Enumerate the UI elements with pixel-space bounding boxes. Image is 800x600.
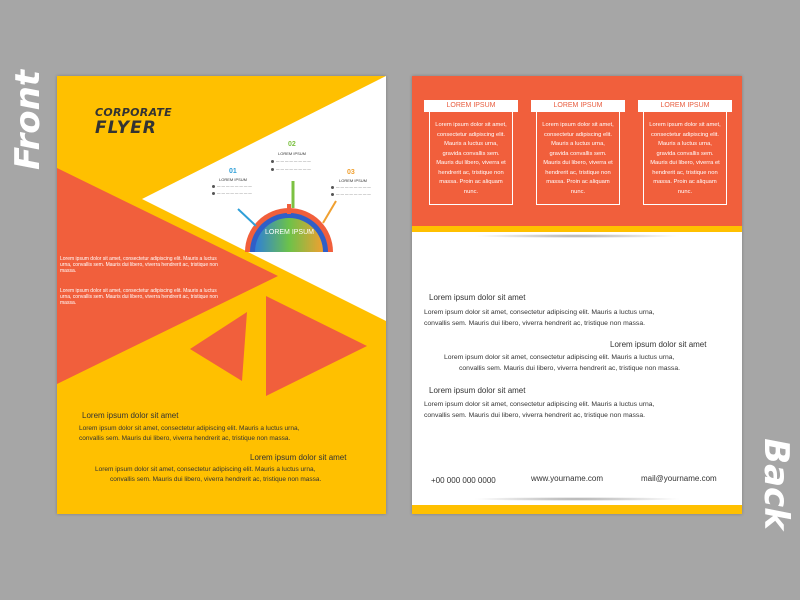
- back-heading-3: Lorem ipsum dolor sit amet: [429, 386, 526, 395]
- step-01-label: LOREM IPSUM: [219, 177, 248, 182]
- back-heading-1: Lorem ipsum dolor sit amet: [429, 293, 526, 302]
- corporate-title: CORPORATE: [95, 106, 172, 119]
- back-heading-2: Lorem ipsum dolor sit amet: [610, 340, 707, 349]
- email-link[interactable]: mail@yourname.com: [641, 474, 717, 483]
- back-label: Back: [756, 438, 796, 530]
- back-bottom-yellow-strip: [412, 505, 742, 514]
- info-box-1: [429, 103, 513, 205]
- flyer-title: FLYER: [95, 118, 157, 138]
- front-heading-2: Lorem ipsum dolor sit amet: [250, 453, 347, 462]
- orange-block-text-1: Lorem ipsum dolor sit amet, consectetur adipiscing elit. Mauris a luctus urna, convallis sem. Mauris dui libero, viverra hendrerit ac, tristique non massa.: [60, 256, 218, 274]
- front-para-2-line-1: Lorem ipsum dolor sit amet, consectetur adipiscing elit. Mauris a luctus urna,: [95, 466, 316, 473]
- info-box-1-text: Lorem ipsum dolor sit amet, consectetur adipiscing elit. Mauris a luctus urna, gravida convallis sem. Mauris dui libero, viverra et hendrerit ac, tristique non massa. Proin ac aliquam nunc.: [435, 122, 507, 195]
- bottom-shadow: [472, 497, 682, 501]
- back-para-2-line-2: convallis sem. Mauris dui libero, viverra hendrerit ac, tristique non massa.: [459, 365, 680, 372]
- info-box-2: [536, 103, 620, 205]
- website-link[interactable]: www.yourname.com: [531, 474, 604, 483]
- info-box-2-header: [531, 100, 625, 112]
- front-heading-1: Lorem ipsum dolor sit amet: [82, 411, 179, 420]
- step-02-label: LOREM IPSUM: [278, 151, 307, 156]
- step-02-line-2: — — — — — — — —: [271, 167, 311, 171]
- step-03-line-2: — — — — — — — —: [331, 192, 371, 196]
- info-box-2-text: Lorem ipsum dolor sit amet, consectetur adipiscing elit. Mauris a luctus urna, gravida convallis sem. Mauris dui libero, viverra et hendrerit ac, tristique non massa. Proin ac aliquam nunc.: [542, 122, 614, 195]
- info-box-2-title: LOREM IPSUM: [553, 102, 603, 109]
- front-para-2-line-2: convallis sem. Mauris dui libero, viverra hendrerit ac, tristique non massa.: [110, 476, 322, 483]
- infographic-center-label: LOREM IPSUM: [264, 229, 314, 236]
- step-01-line-1: — — — — — — — —: [212, 184, 252, 188]
- front-para-1-line-2: convallis sem. Mauris dui libero, viverra hendrerit ac, tristique non massa.: [79, 435, 291, 442]
- orange-block-text-2: Lorem ipsum dolor sit amet, consectetur adipiscing elit. Mauris a luctus urna, convallis sem. Mauris dui libero, viverra hendrerit ac, tristique non massa.: [60, 288, 218, 306]
- step-03-line-1: — — — — — — — —: [331, 185, 371, 189]
- info-box-1-title: LOREM IPSUM: [446, 102, 496, 109]
- info-box-3-header: [638, 100, 732, 112]
- back-para-3-line-2: convallis sem. Mauris dui libero, viverra hendrerit ac, tristique non massa.: [424, 412, 645, 419]
- front-para-1-line-1: Lorem ipsum dolor sit amet, consectetur adipiscing elit. Mauris a luctus urna,: [79, 425, 300, 432]
- info-box-3-title: LOREM IPSUM: [660, 102, 710, 109]
- back-page: [412, 76, 742, 514]
- info-box-3-text: Lorem ipsum dolor sit amet, consectetur adipiscing elit. Mauris a luctus urna, gravida convallis sem. Mauris dui libero, viverra et hendrerit ac, tristique non massa. Proin ac aliquam nunc.: [649, 122, 721, 195]
- step-01-number: 01: [229, 168, 237, 175]
- info-box-1-header: [424, 100, 518, 112]
- step-03-label: LOREM IPSUM: [339, 178, 368, 183]
- step-02-line-1: — — — — — — — —: [271, 159, 311, 163]
- front-label: Front: [8, 69, 48, 171]
- info-box-3: [643, 103, 727, 205]
- step-01-line-2: — — — — — — — —: [212, 191, 252, 195]
- orange-triangle-left: [190, 312, 247, 381]
- top-shadow: [472, 234, 682, 238]
- orange-triangle-right: [266, 296, 367, 396]
- back-para-1-line-2: convallis sem. Mauris dui libero, viverra hendrerit ac, tristique non massa.: [424, 320, 645, 327]
- front-page: [57, 76, 386, 514]
- phone-number: +00 000 000 0000: [431, 476, 496, 485]
- back-para-3-line-1: Lorem ipsum dolor sit amet, consectetur adipiscing elit. Mauris a luctus urna,: [424, 401, 655, 408]
- back-para-1-line-1: Lorem ipsum dolor sit amet, consectetur adipiscing elit. Mauris a luctus urna,: [424, 309, 655, 316]
- back-top-yellow-strip: [412, 226, 742, 232]
- step-03-number: 03: [347, 169, 355, 176]
- back-para-2-line-1: Lorem ipsum dolor sit amet, consectetur adipiscing elit. Mauris a luctus urna,: [444, 354, 675, 361]
- step-02-number: 02: [288, 141, 296, 148]
